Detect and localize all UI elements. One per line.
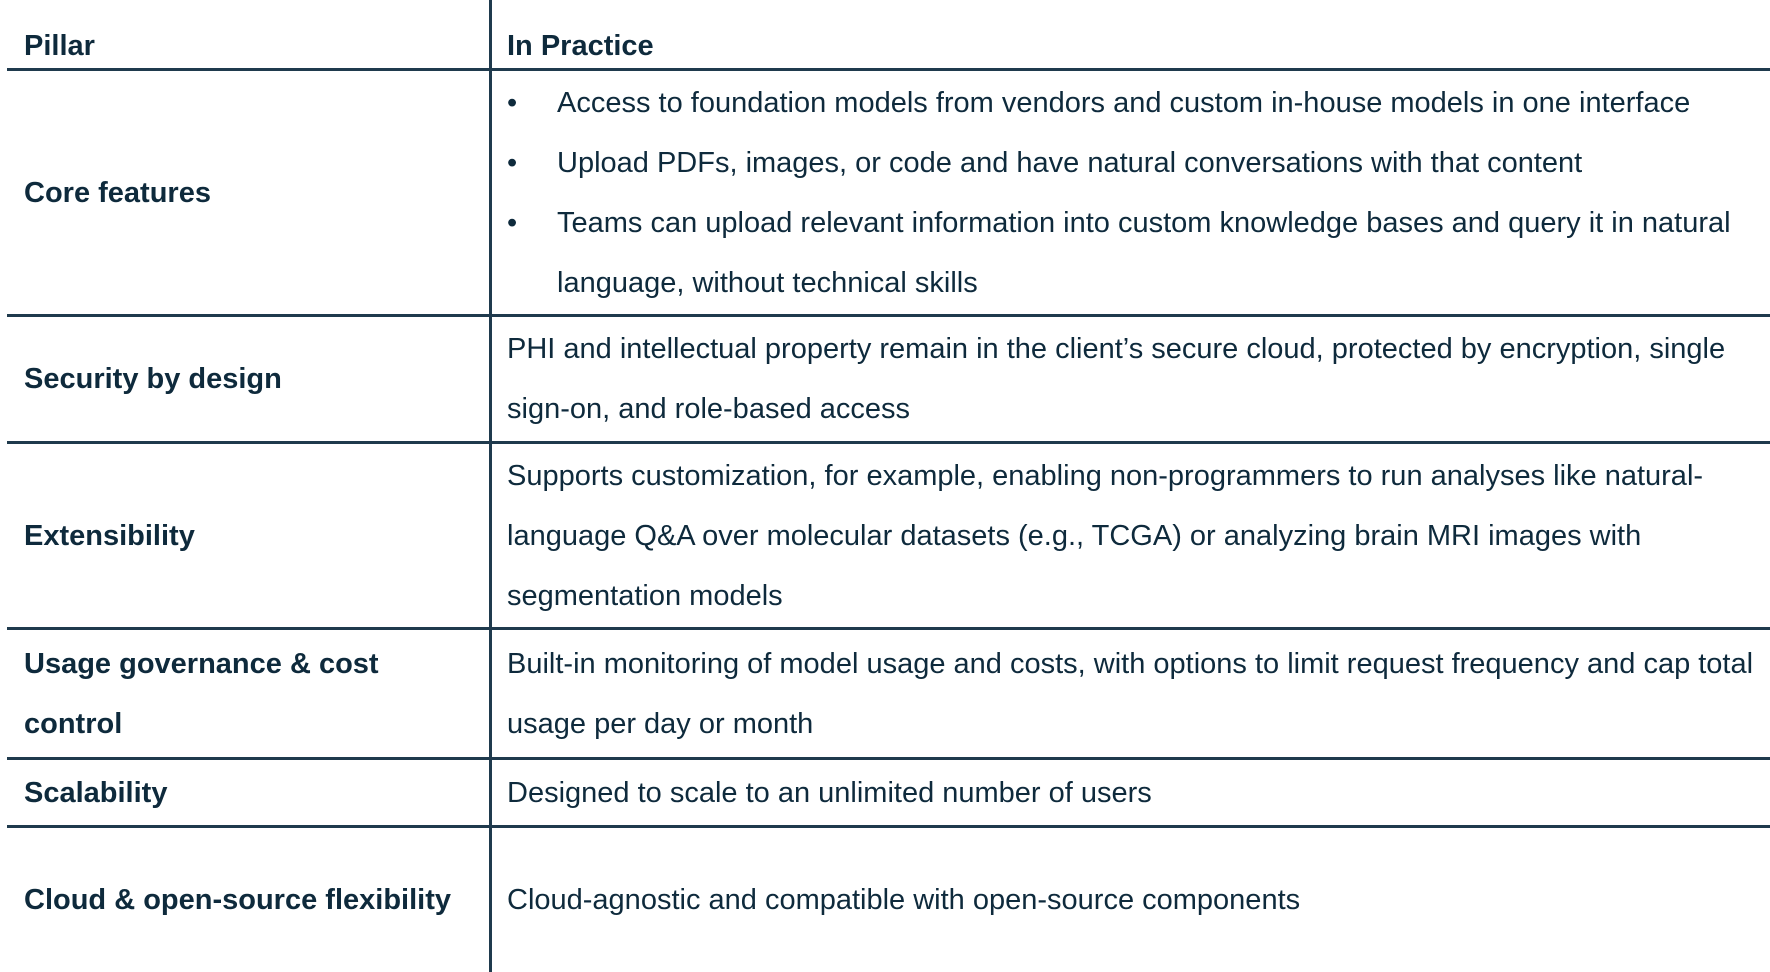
- practice-scalability: Designed to scale to an unlimited number of users: [507, 776, 1152, 809]
- pillar-security-by-design: Security by design: [24, 363, 282, 395]
- header-pillar: Pillar: [24, 30, 95, 62]
- bullet-icon: •: [507, 147, 518, 179]
- list-item: [507, 73, 1762, 133]
- bullet-icon: •: [507, 207, 518, 239]
- list-item: [507, 193, 1762, 313]
- list-item: [507, 133, 1762, 193]
- practice-security-by-design: PHI and intellectual property remain in the client’s secure cloud, protected by encryption, single sign-on, and role-based access: [507, 333, 1726, 425]
- core-features-bullet-list: [507, 73, 1762, 313]
- pillar-core-features: Core features: [24, 176, 211, 209]
- bullet-text: Upload PDFs, images, or code and have natural conversations with that content: [557, 147, 1583, 179]
- practice-cloud-open-source: Cloud-agnostic and compatible with open-source components: [507, 884, 1301, 916]
- practice-extensibility: Supports customization, for example, enabling non-programmers to run analyses like natural-language Q&A over molecular datasets (e.g., TCGA) or analyzing brain MRI images with segmentation models: [507, 459, 1704, 612]
- pillar-scalability: Scalability: [24, 776, 168, 809]
- bullet-icon: •: [507, 87, 518, 119]
- bullet-text: Teams can upload relevant information into custom knowledge bases and query it in natural language, without technical skills: [557, 207, 1731, 299]
- practice-usage-governance: Built-in monitoring of model usage and costs, with options to limit request frequency and cap total usage per day or month: [507, 647, 1754, 740]
- pillar-cloud-open-source: Cloud & open-source flexibility: [24, 884, 451, 916]
- pillar-usage-governance: Usage governance & cost control: [24, 647, 379, 740]
- bullet-text: Access to foundation models from vendors and custom in-house models in one interface: [557, 87, 1691, 119]
- practice-core-features: [507, 83, 1762, 303]
- header-in-practice: In Practice: [507, 30, 654, 62]
- pillar-extensibility: Extensibility: [24, 519, 195, 552]
